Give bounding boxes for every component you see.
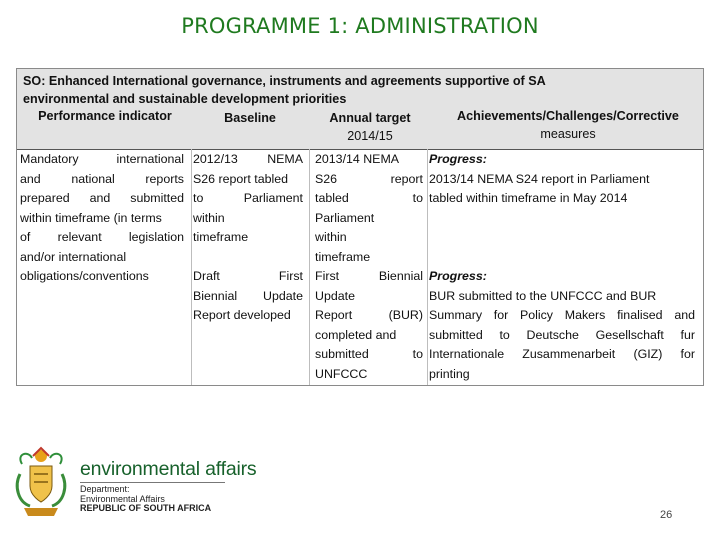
text-line [20,170,184,190]
word: printing [429,366,470,381]
word: BUR submitted to the UNFCCC and BUR [429,288,657,303]
word: to [412,191,423,205]
word: S26 [315,171,338,186]
word: Biennial [378,269,423,283]
word: completed and [315,327,397,342]
programme-table [16,68,704,386]
word: and/or international [20,249,127,264]
strategic-objective-line: SO: Enhanced International governance, instruments and agreements supportive of SA [23,74,546,88]
word: to [499,327,510,342]
achievement-text [429,287,695,385]
word: Parliament [315,210,375,225]
achievement-cell [429,150,695,209]
word: and [20,171,41,186]
word: UNFCCC [315,366,368,381]
text-line [429,326,695,346]
word: submitted [429,327,483,342]
table-header [17,69,703,150]
word: Update [315,288,355,303]
word: national [71,171,115,186]
word: 2012/13 [193,152,238,166]
text-line [315,306,423,326]
text-line [315,365,423,385]
text-line [429,345,695,365]
target-cell [315,150,423,267]
country-name: REPUBLIC OF SOUTH AFRICA [80,503,212,513]
column-header-achievements [433,107,703,143]
text-line [315,326,423,346]
indicator-cell [20,150,184,287]
text-line [315,228,423,248]
word: finalised [617,308,663,322]
strategic-objective [23,72,693,108]
text-line [20,248,184,268]
page-title: PROGRAMME 1: ADMINISTRATION [181,14,539,38]
text-line [315,170,423,190]
column-divider [427,149,428,385]
word: tabled [315,191,349,205]
word: submitted [130,191,184,205]
text-line [315,209,423,229]
text-line [429,306,695,326]
word: Parliament [243,191,303,205]
word: Summary [429,308,483,322]
column-header-indicator: Performance indicator [38,109,172,123]
target-cell [315,267,423,384]
word: for [680,347,695,361]
column-divider [191,149,192,385]
word: and [674,308,695,322]
word: Draft [193,269,220,283]
word: timeframe [315,249,371,264]
word: 2013/14 NEMA S24 report in Parliament [429,171,650,186]
text-line [20,209,184,229]
word: within [315,230,347,244]
baseline-cell [193,150,303,248]
coat-of-arms-icon [8,446,74,520]
word: First [315,269,340,283]
text-line [193,228,303,248]
text-line [429,189,695,209]
word: (GIZ) [633,347,663,361]
word: relevant [57,230,102,244]
word: for [493,308,509,322]
text-line [429,287,695,307]
department-unit: Environmental Affairs [80,493,165,504]
word: of [20,230,31,244]
organisation-divider [80,482,225,483]
word: international [116,152,184,166]
text-line [315,287,423,307]
word: Report [315,308,353,322]
word: Policy [519,308,554,322]
text-line [193,189,303,209]
column-header-achievements-line: Achievements/Challenges/Corrective [457,109,679,123]
column-header-target-line: Annual target [329,111,411,125]
word: 2013/14 NEMA [315,152,400,166]
text-line [315,345,423,365]
word: Deutsche [526,327,579,342]
organisation-name: environmental affairs [80,458,257,480]
text-line [193,209,303,229]
page-number: 26 [660,509,673,521]
word: obligations/conventions [20,269,149,283]
word: fur [680,327,695,342]
word: report [390,171,423,186]
strategic-objective-line: environmental and sustainable development priorities [23,92,347,106]
word: timeframe [193,230,249,244]
column-header-target [315,109,425,145]
word: NEMA [267,152,303,166]
text-line [315,150,423,170]
word: legislation [128,230,184,244]
word: tabled within timeframe in May 2014 [429,191,628,205]
word: submitted [315,347,369,361]
text-line [193,287,303,307]
word: Biennial [193,288,238,303]
word: (BUR) [388,308,423,322]
text-line [315,189,423,209]
word: reports [145,171,184,186]
word: to [412,347,423,361]
baseline-cell [193,267,303,326]
word: to [193,191,204,205]
column-header-target-line: 2014/15 [347,129,393,143]
column-header-achievements-line: measures [540,127,596,141]
text-line [193,267,303,287]
organisation-details [80,485,211,514]
text-line [429,170,695,190]
department-label: Department: [80,484,130,494]
word: Update [263,288,303,303]
text-line [20,267,184,287]
text-line [20,150,184,170]
word: Zusammenarbeit [522,347,616,361]
progress-label: Progress: [429,152,487,166]
text-line [315,267,423,287]
word: Mandatory [20,152,79,166]
text-line [429,365,695,385]
word: Makers [564,308,606,322]
text-line [20,228,184,248]
text-line [193,306,303,326]
word: within timeframe (in terms [20,210,162,225]
text-line [20,189,184,209]
text-line [315,248,423,268]
word: prepared [20,191,70,205]
column-header-baseline: Baseline [224,111,276,125]
word: First [278,269,303,283]
column-divider [309,149,310,385]
text-line [193,150,303,170]
word: Internationale [429,347,505,361]
word: and [89,191,111,205]
text-line [193,170,303,190]
word: S26 report tabled [193,171,289,186]
word: within [193,210,225,225]
achievement-text [429,170,695,209]
word: Gesellschaft [595,327,664,342]
word: Report developed [193,308,291,322]
progress-label: Progress: [429,269,487,283]
achievement-cell [429,267,695,384]
